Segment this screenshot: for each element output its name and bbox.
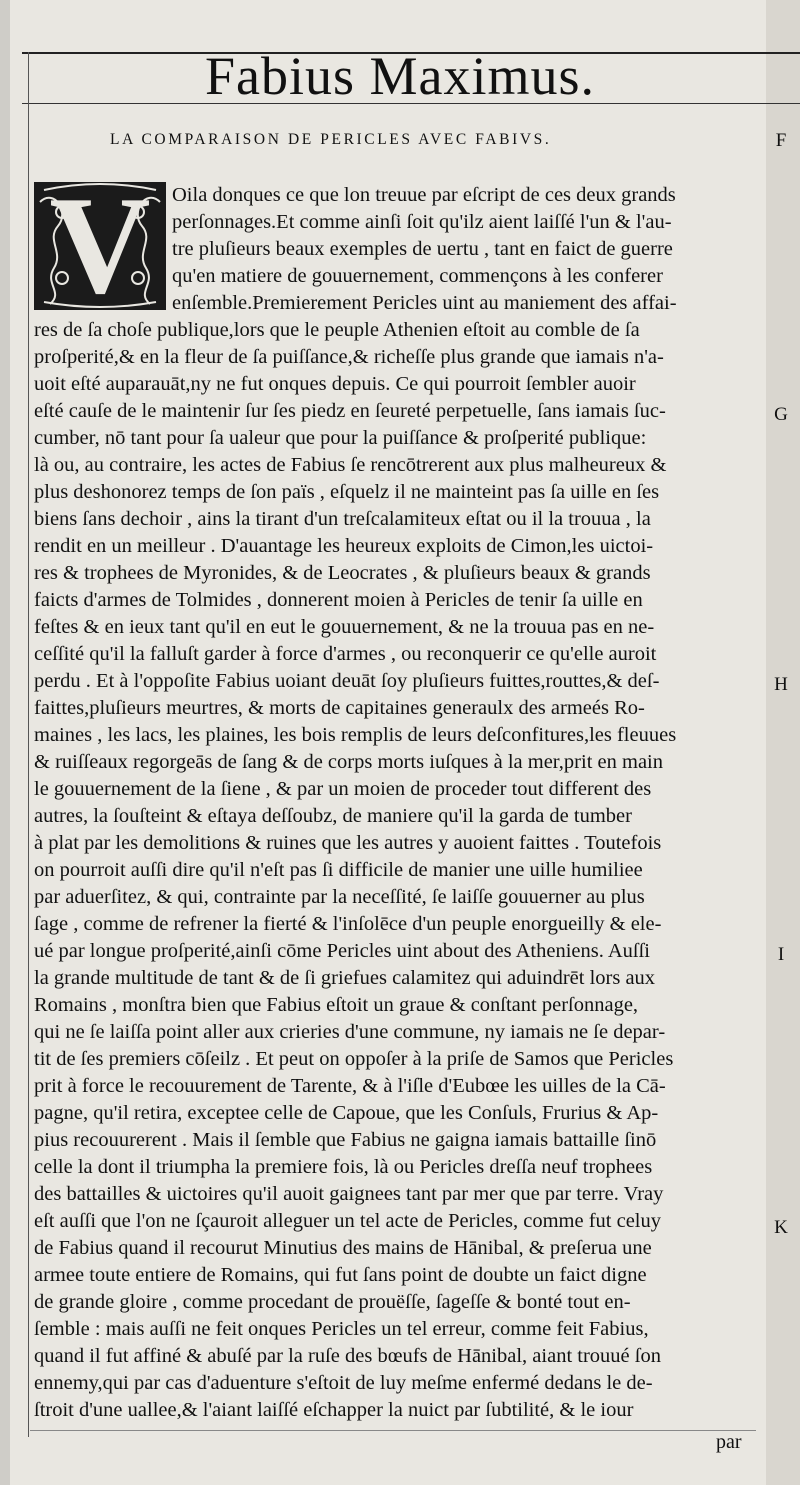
text-line: de Fabius quand il recourut Minutius des mains de Hānibal, & preſerua une	[34, 1237, 652, 1259]
text-line: celle la dont il triumpha la premiere fois, là ou Pericles dreſſa neuf trophees	[34, 1156, 653, 1178]
margin-marker-i: I	[777, 944, 785, 965]
margin-marker-k: K	[774, 1217, 788, 1238]
text-line: rendit en un meilleur . D'auantage les heureux exploits de Cimon,les uictoi-	[34, 535, 654, 557]
text-line: ennemy,qui par cas d'aduenture s'eſtoit de luy meſme enfermé dedans le de-	[34, 1372, 653, 1394]
catchword: par	[716, 1431, 742, 1453]
text-line: uoit eſté auparauāt,ny ne fut onques depuis. Ce qui pourroit ſembler auoir	[34, 373, 636, 395]
text-line: Oila donques ce que lon treuue par eſcript de ces deux grands	[172, 184, 676, 206]
text-line: pagne, qu'il retira, exceptee celle de Capoue, que les Conſuls, Frurius & Ap-	[34, 1102, 659, 1124]
text-line: ſtroit d'une uallee,& l'aiant laiſſé eſchapper la nuict par ſubtilité, & le iour	[34, 1399, 634, 1421]
text-line: perſonnages.Et comme ainſi ſoit qu'ilz aient laiſſé l'un & l'au-	[172, 211, 672, 233]
text-line: à plat par les demolitions & ruines que les autres y auoient faittes . Toutefois	[34, 832, 662, 854]
text-line: la grande multitude de tant & de ſi griefues calamitez qui aduindrēt lors aux	[34, 967, 656, 989]
text-line: eſt auſſi que l'on ne ſçauroit alleguer un tel acte de Pericles, comme fut celuy	[34, 1210, 661, 1232]
text-line: prit à force le recouurement de Tarente, & à l'iſle d'Eubœe les uilles de la Cā-	[34, 1075, 666, 1097]
text-line: le gouuernement de la ſiene , & par un moien de proceder tout different des	[34, 778, 652, 800]
page-edge	[766, 0, 800, 1485]
text-line: res & trophees de Myronides, & de Leocrates , & pluſieurs beaux & grands	[34, 562, 651, 584]
left-margin-rule	[28, 52, 29, 1437]
text-line: biens ſans dechoir , ains la tirant d'un treſcalamiteux eſtat ou il la trouua , la	[34, 508, 651, 530]
text-line: res de ſa choſe publique,lors que le peuple Athenien eſtoit au comble de ſa	[34, 319, 640, 341]
text-line: perdu . Et à l'oppoſite Fabius uoiant deuāt ſoy pluſieurs fuittes,routtes,& deſ-	[34, 670, 660, 692]
text-line: ſemble : mais auſſi ne feit onques Pericles un tel erreur, comme feit Fabius,	[34, 1318, 649, 1340]
text-line: tit de ſes premiers cōſeilz . Et peut on oppoſer à la priſe de Samos que Pericles	[34, 1048, 674, 1070]
text-line: cumber, nō tant pour ſa ualeur que pour la puiſſance & proſperité publique:	[34, 427, 647, 449]
text-line: enſemble.Premierement Pericles uint au maniement des affai-	[172, 292, 677, 314]
text-line: autres, la ſouſteint & eſtaya deſſoubz, de maniere qu'il la garda de tumber	[34, 805, 632, 827]
text-line: quand il fut affiné & abuſé par la ruſe des bœufs de Hānibal, aiant trouué ſon	[34, 1345, 661, 1367]
section-heading: LA COMPARAISON DE PERICLES AVEC FABIVS.	[110, 131, 552, 148]
text-line: Romains , monſtra bien que Fabius eſtoit un graue & conſtant perſonnage,	[34, 994, 639, 1016]
text-line: ceſſité qu'il la falluſt garder à force d'armes , ou reconquerir ce qu'elle auroit	[34, 643, 657, 665]
text-line: ué par longue proſperité,ainſi cōme Pericles uint about des Atheniens. Auſſi	[34, 940, 650, 962]
drop-cap-letter: V	[49, 182, 151, 310]
text-line: feſtes & en ieux tant qu'il en eut le gouuernement, & ne la trouua pas en ne-	[34, 616, 655, 638]
running-title: Fabius Maximus.	[204, 46, 596, 106]
text-line: faittes,pluſieurs meurtres, & morts de capitaines generaulx des armeés Ro-	[34, 697, 645, 719]
text-line: pius recouurerent . Mais il ſemble que Fabius ne gaigna iamais battaille ſinō	[34, 1129, 657, 1151]
margin-marker-h: H	[774, 674, 788, 695]
text-line: tre pluſieurs beaux exemples de uertu , tant en faict de guerre	[172, 238, 673, 260]
text-line: faicts d'armes de Tolmides , donnerent moien à Pericles de tenir ſa uille en	[34, 589, 643, 611]
text-line: par aduerſitez, & qui, contrainte par la neceſſité, ſe laiſſe gouuerner au plus	[34, 886, 645, 908]
text-line: qui ne ſe laiſſa point aller aux crieries d'une commune, ny iamais ne ſe depar-	[34, 1021, 666, 1043]
text-line: armee toute entiere de Romains, qui fut ſans point de doubte un faict digne	[34, 1264, 647, 1286]
decorated-initial	[34, 182, 166, 310]
text-line: maines , les lacs, les plaines, les bois remplis de leurs deſconfitures,les fleuues	[34, 724, 677, 746]
text-line: là ou, au contraire, les actes de Fabius ſe rencōtrerent aux plus malheureux &	[34, 454, 667, 476]
bottom-rule	[30, 1430, 756, 1431]
text-line: proſperité,& en la fleur de ſa puiſſance,& richeſſe plus grande que iamais n'a-	[34, 346, 664, 368]
text-line: eſté cauſe de le maintenir ſur ſes piedz en ſeureté perpetuelle, ſans iamais ſuc-	[34, 400, 666, 422]
text-line: & ruiſſeaux regorgeās de ſang & de corps morts iuſques à la mer,prit en main	[34, 751, 663, 773]
text-line: qu'en matiere de gouuernement, commençons à les conferer	[172, 265, 663, 287]
text-line: des battailles & uictoires qu'il auoit gaignees tant par mer que par terre. Vray	[34, 1183, 664, 1205]
text-line: plus deshonorez temps de ſon païs , eſquelz il ne mainteint pas ſa uille en ſes	[34, 481, 660, 503]
text-line: ſage , comme de refrener la fierté & l'inſolēce d'un peuple enorgueilly & ele-	[34, 913, 662, 935]
text-line: on pourroit auſſi dire qu'il n'eſt pas ſi difficile de manier une uille humiliee	[34, 859, 643, 881]
text-line: de grande gloire , comme procedant de prouëſſe, ſageſſe & bonté tout en-	[34, 1291, 631, 1313]
margin-marker-f: F	[775, 130, 787, 151]
margin-marker-g: G	[774, 404, 788, 425]
